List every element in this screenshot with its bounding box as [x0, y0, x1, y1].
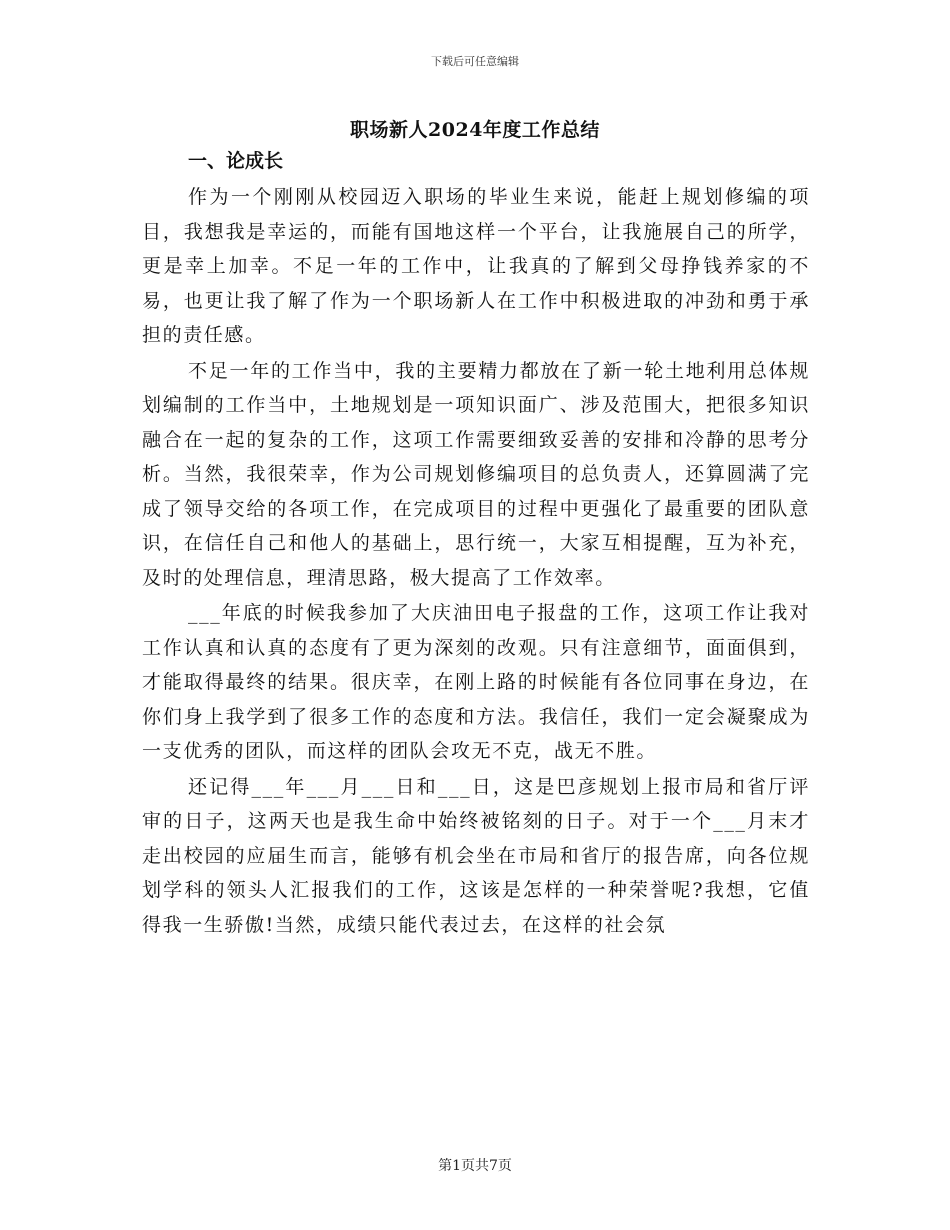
page-number: 第1页共7页	[438, 1158, 512, 1174]
paragraph-3: ___年底的时候我参加了大庆油田电子报盘的工作，这项工作让我对工作认真和认真的态度有了更为深刻的改观。只有注意细节，面面俱到，才能取得最终的结果。很庆幸，在刚上路的时候能有各位同事在身边，在你们身上我学到了很多工作的态度和方法。我信任，我们一定会凝聚成为一支优秀的团队，而这样的团队会攻无不克，战无不胜。	[142, 602, 810, 762]
paragraph-2: 不足一年的工作当中，我的主要精力都放在了新一轮土地利用总体规划编制的工作当中，土地规划是一项知识面广、涉及范围大，把很多知识融合在一起的复杂的工作，这项工作需要细致妥善的安排和冷静的思考分析。当然，我很荣幸，作为公司规划修编项目的总负责人，还算圆满了完成了领导交给的各项工作，在完成项目的过程中更强化了最重要的团队意识，在信任自己和他人的基础上，思行统一，大家互相提醒，互为补充，及时的处理信息，理清思路，极大提高了工作效率。	[142, 359, 810, 589]
document-body	[142, 145, 810, 943]
section-heading: 一、论成长	[188, 150, 284, 172]
page-header-note: 下载后可任意编辑	[431, 55, 519, 68]
document-title: 职场新人2024年度工作总结	[350, 119, 600, 141]
paragraph-1: 作为一个刚刚从校园迈入职场的毕业生来说，能赶上规划修编的项目，我想我是幸运的，而能有国地这样一个平台，让我施展自己的所学，更是幸上加幸。不足一年的工作中，让我真的了解到父母挣钱养家的不易，也更让我了解了作为一个职场新人在工作中积极进取的冲劲和勇于承担的责任感。	[142, 186, 810, 346]
paragraph-4: 还记得___年___月___日和___日，这是巴彦规划上报市局和省厅评审的日子，这两天也是我生命中始终被铭刻的日子。对于一个___月末才走出校园的应届生而言，能够有机会坐在市局和省厅的报告席，向各位规划学科的领头人汇报我们的工作，这该是怎样的一种荣誉呢?我想，它值得我一生骄傲!当然，成绩只能代表过去，在这样的社会氛	[142, 775, 810, 936]
